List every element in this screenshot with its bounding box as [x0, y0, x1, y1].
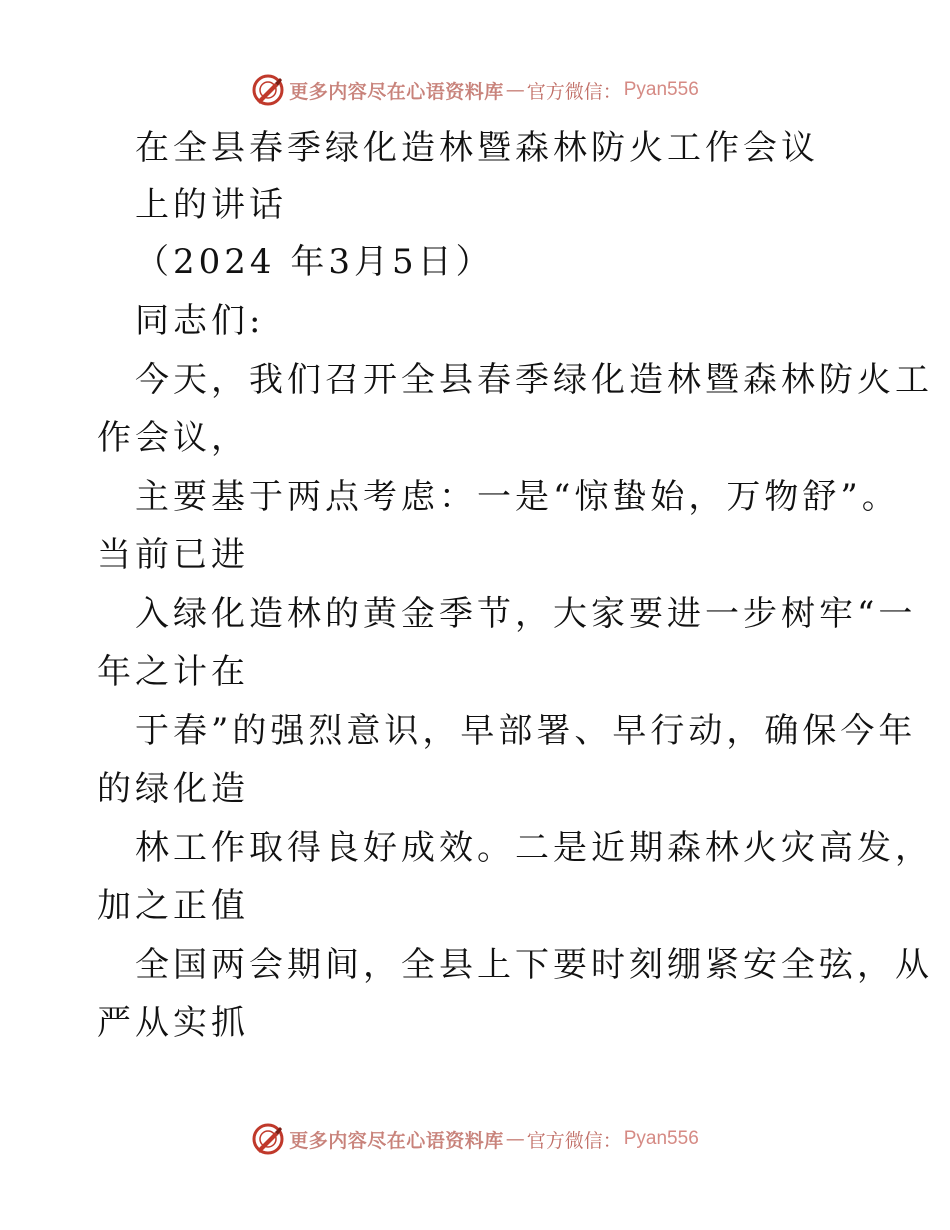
doc-salutation: 同志们: [135, 301, 265, 341]
doc-body-line: 入绿化造林的黄金季节，大家要进一步树牢“一 [135, 594, 917, 634]
doc-body-line: 主要基于两点考虑：一是“惊蛰始，万物舒”。 [135, 477, 900, 517]
banner-text: 更多内容尽在心语资料库 [289, 1129, 504, 1152]
pen-logo-icon [251, 73, 285, 107]
doc-body-line: 当前已进 [97, 535, 249, 575]
doc-title-line-1: 在全县春季绿化造林暨森林防火工作会议 [135, 128, 819, 168]
doc-body-line: 全国两会期间，全县上下要时刻绷紧安全弦，从 [135, 945, 933, 985]
doc-body-line: 今天，我们召开全县春季绿化造林暨森林防火工 [135, 360, 933, 400]
banner-wechat-id: Pyan556 [623, 1128, 699, 1149]
doc-body-line: 作会议， [97, 418, 249, 458]
doc-body-line: 加之正值 [97, 886, 249, 926]
banner-wechat-id: Pyan556 [623, 79, 699, 100]
doc-body-line: 林工作取得良好成效。二是近期森林火灾高发， [135, 828, 933, 868]
banner-wechat-label: 官方微信： [526, 1129, 622, 1152]
doc-body-line: 年之计在 [97, 652, 249, 692]
doc-title-line-2: 上的讲话 [135, 185, 287, 225]
doc-body-line: 的绿化造 [97, 769, 249, 809]
banner-separator: — [505, 1128, 525, 1150]
banner-wechat-label: 官方微信： [526, 80, 622, 103]
banner-text: 更多内容尽在心语资料库 [289, 80, 504, 103]
banner-separator: — [505, 79, 525, 101]
pen-logo-icon [251, 1122, 285, 1156]
doc-body-line: 严从实抓 [97, 1003, 249, 1043]
footer-banner [0, 1121, 950, 1157]
doc-date: （2024 年3月5日） [135, 242, 494, 282]
doc-body-line: 于春”的强烈意识，早部署、早行动，确保今年 [135, 711, 917, 751]
header-banner [0, 72, 950, 108]
